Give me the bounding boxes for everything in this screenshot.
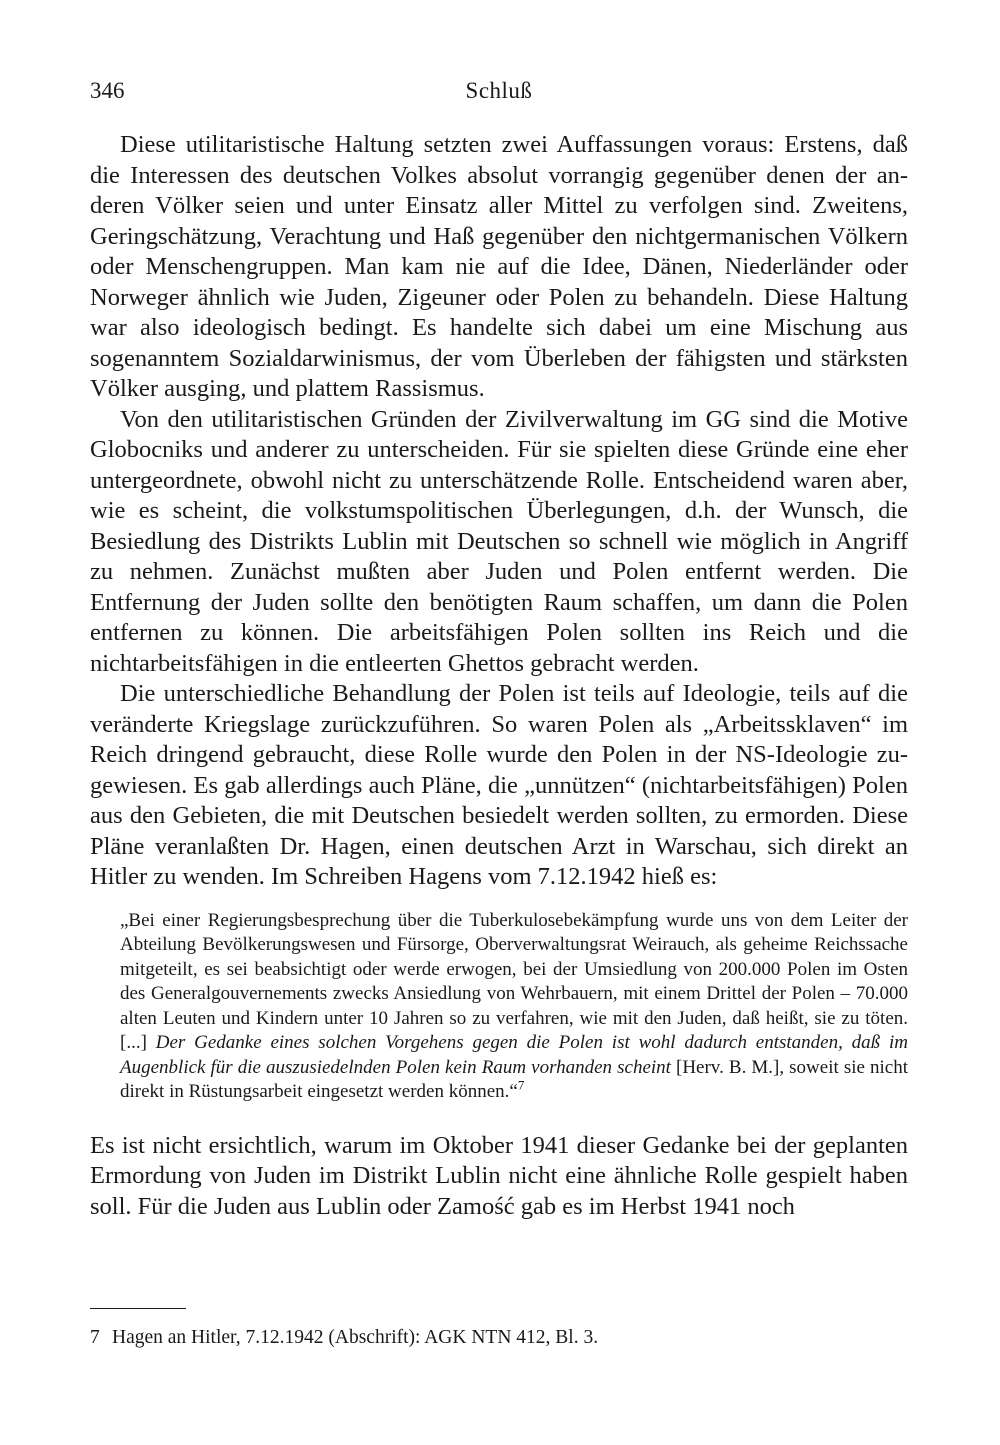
footnote bbox=[90, 1325, 908, 1351]
paragraph-2: Von den utilitaristischen Gründen der Zivilverwaltung im GG sind die Motive Globocniks und anderer zu unterscheiden. Für sie spielten diese Gründe eine eher untergeordnete, obwohl nicht zu unterschätzende Rolle. Entscheidend waren aber, wie es scheint, die volkstumspolitischen Überlegungen, d.h. der Wunsch, die Besiedlung des Distrikts Lublin mit Deutschen so schnell wie möglich in Angriff zu nehmen. Zunächst mußten aber Juden und Polen entfernt werden. Die Entfernung der Juden sollte den benötigten Raum schaffen, um dann die Polen entfernen zu können. Die arbeitsfähigen Polen sollten ins Reich und die nichtarbeitsfähigen in die entleerten Ghettos gebracht werden. bbox=[90, 405, 908, 677]
running-head bbox=[90, 76, 908, 106]
chapter-title: Schluß bbox=[465, 78, 533, 103]
quote-text-end: [Herv. B. M.], soweit sie nicht direkt in Rüstungsarbeit eingesetzt werden können.“ bbox=[120, 1056, 908, 1102]
paragraph-3: Die unterschiedliche Behandlung der Polen ist teils auf Ideologie, teils auf die veränderte Kriegslage zurückzuführen. So waren Polen als „Arbeitssklaven“ im Reich dringend gebraucht, diese Rolle wurde den Polen in der NS-Ideologie zugewiesen. Es gab allerdings auch Pläne, die „unnützen“ (nichtarbeitsfähigen) Polen aus den Gebieten, die mit Deutschen besiedelt werden sollten, zu ermorden. Diese Pläne veranlaßten Dr. Hagen, einen deutschen Arzt in Warschau, sich direkt an Hitler zu wenden. Im Schreiben Hagens vom 7.12.1942 hieß es: bbox=[90, 680, 908, 890]
paragraph-1: Diese utilitaristische Haltung setzten zwei Auffassungen voraus: Erstens, daß die Interessen des deutschen Volkes absolut vorrangig gegenüber denen der anderen Völker seien und unter Einsatz aller Mittel zu verfolgen sind. Zweitens, Geringschätzung, Verachtung und Haß gegenüber den nichtgermanischen Völkern oder Menschengruppen. Man kam nie auf die Idee, Dänen, Niederländer oder Norweger ähnlich wie Juden, Zigeuner oder Polen zu behandeln. Diese Haltung war also ideologisch bedingt. Es handelte sich dabei um eine Mischung aus sogenanntem Sozialdarwinismus, der vom Überleben der fähigsten und stärksten Völker ausging, und plattem Rassismus. bbox=[90, 131, 908, 402]
body-text bbox=[90, 130, 908, 1222]
quote-emphasis: Der Gedanke eines solchen Vorgehens gegen die Polen ist wohl dadurch entstanden, daß im Augenblick für die auszusiedelnden Polen kein Raum vorhanden scheint bbox=[120, 1032, 908, 1078]
footnote-text: Hagen an Hitler, 7.12.1942 (Abschrift): AGK NTN 412, Bl. 3. bbox=[112, 1327, 599, 1348]
footnote-reference[interactable]: 7 bbox=[517, 1077, 525, 1093]
footnote-rule bbox=[90, 1308, 186, 1309]
footnote-number: 7 bbox=[90, 1327, 100, 1348]
block-quote bbox=[120, 909, 908, 1105]
quote-text: „Bei einer Regierungsbesprechung über die Tuberkulosebekämpfung wurde uns von dem Leiter der Abteilung Bevölkerungswesen und Fürsorge, Oberverwaltungsrat Weirauch, als geheime Reichssache mitgeteilt, es sei beabsichtigt oder werde erwogen, bei der Umsiedlung von 200.000 Polen im Osten des Generalgouvernements zwecks Ansiedlung von Wehrbauern, mit einem Drittel der Polen – 70.000 alten Leuten und Kindern unter 10 Jahren so zu verfahren, wie mit den Juden, daß heißt, sie zu töten. [...] bbox=[120, 909, 908, 1053]
page-number: 346 bbox=[90, 78, 125, 103]
paragraph-4: Es ist nicht ersichtlich, warum im Oktober 1941 dieser Gedanke bei der geplanten Ermordung von Juden im Distrikt Lublin nicht eine ähnliche Rolle gespielt haben soll. Für die Juden aus Lublin oder Zamość gab es im Herbst 1941 noch bbox=[90, 1131, 908, 1220]
